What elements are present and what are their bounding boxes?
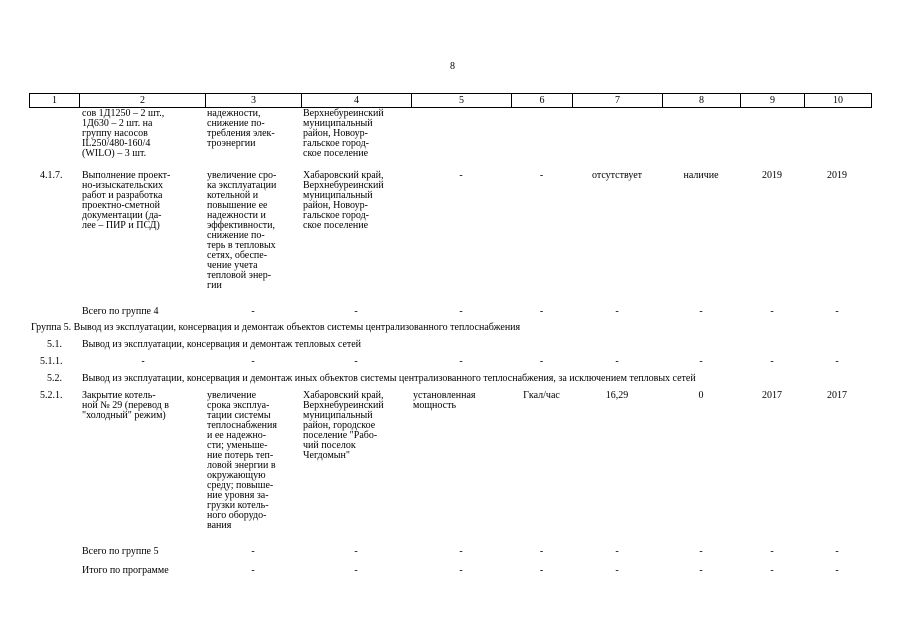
group5-title: Группа 5. Вывод из эксплуатации, консервация и демонтаж объектов системы централизованного теплоснабжения <box>31 322 521 333</box>
total-group4-col10: - <box>835 306 839 317</box>
total-group5-col7: - <box>615 546 619 557</box>
total-program-col9: - <box>770 565 774 576</box>
row-521-unit: Гкал/час <box>523 390 560 401</box>
total-program-col7: - <box>615 565 619 576</box>
row-521-number: 5.2.1. <box>40 390 63 401</box>
row-511-col4: - <box>354 356 358 367</box>
row-511-col5: - <box>459 356 463 367</box>
total-group5-col5: - <box>459 546 463 557</box>
total-program-col6: - <box>539 565 544 576</box>
row-417-col7: отсутствует <box>591 170 643 181</box>
total-group4-col5: - <box>459 306 463 317</box>
row-417-goal: увеличение сро- ка эксплуатации котельной и повышение ее надежности и эффективности, снижение по- терь в тепловых сетях, обеспе- чение учета тепловой энер- гии <box>207 170 277 291</box>
row-521-col7: 16,29 <box>605 390 629 401</box>
row-521-col10: 2017 <box>827 390 847 401</box>
header-col-1: 1 <box>30 94 80 107</box>
header-col-5: 5 <box>412 94 512 107</box>
row-417-col10: 2019 <box>827 170 847 181</box>
total-group4-label: Всего по группе 4 <box>82 306 159 317</box>
page-number: 8 <box>450 61 455 72</box>
table-header-row <box>29 93 872 108</box>
total-group5-col6: - <box>539 546 544 557</box>
row-521-goal: увеличение срока эксплуа- тации системы теплоснабжения и ее надежно- сти; уменьше- ние потерь теп- ловой энергии в окружающую среду; повыше- ние уровня за- грузки котель- ного оборудо- вания <box>207 390 277 531</box>
total-group4-col9: - <box>770 306 774 317</box>
total-group4-col8: - <box>699 306 703 317</box>
total-program-label: Итого по программе <box>82 565 169 576</box>
row-417-col5: - <box>459 170 463 181</box>
row-51-text: Вывод из эксплуатации, консервация и демонтаж тепловых сетей <box>82 339 362 350</box>
header-col-8: 8 <box>663 94 741 107</box>
header-col-3: 3 <box>206 94 302 107</box>
total-program-col5: - <box>459 565 463 576</box>
total-group4-col6: - <box>539 306 544 317</box>
row-521-indicator: установленная мощность <box>413 390 476 411</box>
row-52-text: Вывод из эксплуатации, консервация и демонтаж иных объектов системы централизованного теплоснабжения, за исключением тепловых сетей <box>82 373 696 384</box>
row-417-col8: наличие <box>683 170 719 181</box>
total-group5-col8: - <box>699 546 703 557</box>
total-group5-col4: - <box>354 546 358 557</box>
header-col-4: 4 <box>302 94 412 107</box>
row-511-col8: - <box>699 356 703 367</box>
cont-row-col2: сов 1Д1250 – 2 шт., 1Д630 – 2 шт. на группу насосов IL250/480-160/4 (WILO) – 3 шт. <box>82 108 165 159</box>
header-col-2: 2 <box>80 94 206 107</box>
header-col-10: 10 <box>833 95 843 106</box>
total-program-col10: - <box>835 565 839 576</box>
row-511-col2: - <box>141 356 145 367</box>
total-group4-col4: - <box>354 306 358 317</box>
total-group5-col10: - <box>835 546 839 557</box>
row-511-col7: - <box>615 356 619 367</box>
row-521-col8: 0 <box>698 390 704 401</box>
row-521-name: Закрытие котель- ной № 29 (перевод в "холодный" режим) <box>82 390 169 421</box>
row-417-number: 4.1.7. <box>40 170 63 181</box>
total-group4-col7: - <box>615 306 619 317</box>
row-511-col9: - <box>770 356 774 367</box>
total-group5-label: Всего по группе 5 <box>82 546 159 557</box>
row-417-col6: - <box>539 170 544 181</box>
row-521-col9: 2017 <box>762 390 782 401</box>
row-52-number: 5.2. <box>47 373 62 384</box>
header-col-6: 6 <box>512 94 573 107</box>
total-group4-col3: - <box>251 306 255 317</box>
total-group5-col9: - <box>770 546 774 557</box>
cont-row-col4: Верхнебуреинский муниципальный район, Новоур- гальское город- ское поселение <box>303 108 384 159</box>
row-511-col6: - <box>539 356 544 367</box>
row-511-col10: - <box>835 356 839 367</box>
cont-row-col3: надежности, снижение по- требления элек- троэнергии <box>207 108 275 149</box>
header-col-9: 9 <box>741 94 805 107</box>
row-511-number: 5.1.1. <box>40 356 63 367</box>
row-511-col3: - <box>251 356 255 367</box>
total-group5-col3: - <box>251 546 255 557</box>
row-51-number: 5.1. <box>47 339 62 350</box>
header-col-7: 7 <box>573 94 663 107</box>
row-417-name: Выполнение проект- но-изыскательских работ и разработка проектно-сметной документации (да- лее – ПИР и ПСД) <box>82 170 171 231</box>
total-program-col4: - <box>354 565 358 576</box>
total-program-col8: - <box>699 565 703 576</box>
row-521-location: Хабаровский край, Верхнебуреинский муниципальный район, городское поселение "Рабо- чий поселок Чегдомын" <box>303 390 384 461</box>
row-417-col9: 2019 <box>762 170 782 181</box>
row-417-location: Хабаровский край, Верхнебуреинский муниципальный район, Новоур- гальское город- ское поселение <box>303 170 384 231</box>
total-program-col3: - <box>251 565 255 576</box>
